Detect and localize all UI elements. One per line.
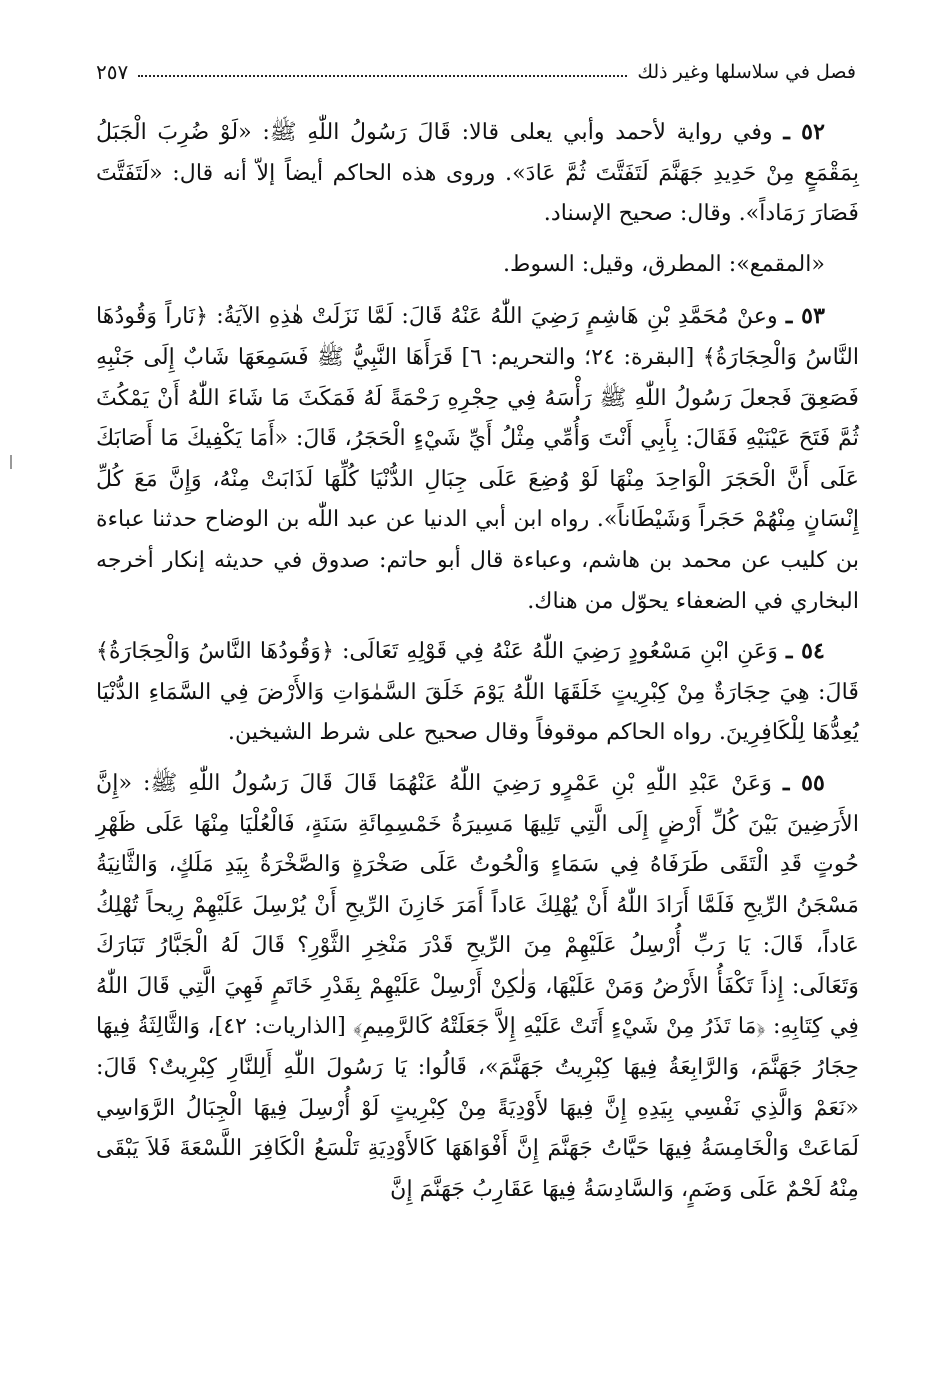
hadith-text: وَعَنْ عَبْدِ اللّٰهِ بْنِ عَمْرٍو رَضِيَ اللّٰهُ عَنْهُمَا قَالَ قَالَ رَسُولُ اللّٰهِ ﷺ: «إِنَّ الأَرَضِينَ بَيْنَ كُلِّ أَرْضٍ إِلَى الَّتِي تَلِيهَا مَسِيرَةُ خَمْسِمِائَةِ سَنَةٍ، فَالْعُلْيَا مِنْهَا عَلَى ظَهْرِ حُوتٍ قَدِ الْتَقَى طَرَفَاهُ فِي سَمَاءٍ وَالْحُوتُ عَلَى صَخْرَةٍ وَالصَّخْرَةُ بِيَدِ مَلَكٍ، وَالثَّانِيَةُ مَسْجَنُ الرِّيحِ فَلَمَّا أَرَادَ اللّٰهُ أَنْ يُهْلِكَ عَاداً أَمَرَ خَازِنَ الرِّيحِ أَنْ يُرْسِلَ عَلَيْهِمْ رِيحاً تُهْلِكُ عَاداً، قَالَ: يَا رَبِّ أُرْسِلُ عَلَيْهِمْ مِنَ الرِّيحِ قَدْرَ مَنْخِرِ الثَّوْرِ؟ قَالَ لَهُ الْجَبَّارُ تَبَارَكَ وَتَعَالَى: إِذاً تَكْفَأُ الأَرْضُ وَمَنْ عَلَيْهَا، وَلٰكِنْ أَرْسِلْ عَلَيْهِمْ بِقَدْرِ خَاتَمٍ فَهِيَ الَّتِي قَالَ اللّٰهُ فِي كِتَابِهِ: ﴿مَا تَذَرُ مِنْ شَيْءٍ أَتَتْ عَلَيْهِ إِلاَّ جَعَلَتْهُ كَالرَّمِيمِ﴾ [الذاريات: ٤٢]، وَالثَّالِثَةُ فِيهَا حِجَارُ جَهَنَّمَ، وَالرَّابِعَةُ فِيهَا كِبْرِيتُ جَهَنَّمَ»، قَالُوا: يَا رَسُولَ اللّٰهِ أَلِلنَّارِ كِبْرِيتٌ؟ قَالَ: «نَعَمْ وَالَّذِي نَفْسِي بِيَدِهِ إِنَّ فِيهَا لأَوْدِيَةً مِنْ كِبْرِيتٍ لَوْ أُرْسِلَ فِيهَا الْجِبَالُ الرَّوَاسِي لَمَاعَتْ وَالْخَامِسَةُ فِيهَا حَيَّاتُ جَهَنَّمَ إِنَّ أَفْوَاهَهَا كَالأَوْدِيَةِ تَلْسَعُ الْكَافِرَ اللَّسْعَةَ فَلاَ يَبْقَى مِنْهُ لَحْمٌ عَلَى وَضَمٍ، وَالسَّادِسَةُ فِيهَا عَقَارِبُ جَهَنَّمَ إِنَّ — [96, 769, 859, 1202]
hadith-number: ٥٢ ـ — [783, 119, 826, 145]
running-header — [96, 52, 856, 92]
scan-edge-mark — [10, 455, 12, 469]
hadith-number: ٥٤ ـ — [785, 638, 825, 665]
hadith-paragraph-52 — [96, 112, 859, 234]
hadith-text: وَعَنِ ابْنِ مَسْعُودٍ رَضِيَ اللّٰهُ عَنْهُ فِي قَوْلِهِ تَعَالَى: ﴿وَقُودُهَا النَّاسُ وَالْحِجَارَةُ﴾ قَالَ: هِيَ حِجَارَةٌ مِنْ كِبْرِيتٍ خَلَقَهَا اللّٰهُ يَوْمَ خَلَقَ السَّمٰوَاتِ وَالأَرْضَ فِي السَّمَاءِ الدُّنْيَا يُعِدُّهَا لِلْكَافِرِينَ. رواه الحاكم موقوفاً وقال صحيح على شرط الشيخين. — [96, 638, 859, 746]
hadith-paragraph-53 — [96, 296, 859, 621]
hadith-text: وعنْ مُحَمَّدِ بْنِ هَاشِمٍ رَضِيَ اللّٰهُ عَنْهُ قَالَ: لَمَّا نَزَلَتْ هٰذِهِ الآيَةُ: ﴿نَاراً وَقُودُهَا النَّاسُ وَالْحِجَارَةُ﴾ [البقرة: ٢٤؛ والتحريم: ٦] قَرَأَهَا النَّبِيُّ ﷺ فَسَمِعَهَا شَابٌ إِلَى جَنْبِهِ فَصَعِقَ فَجعلَ رَسُولُ اللّٰهِ ﷺ رَأْسَهُ فِي حِجْرِهِ رَحْمَةً لَهُ فَمَكَثَ مَا شَاءَ اللّٰهُ أَنْ يَمْكُثَ ثُمَّ فَتَحَ عَيْنَيْهِ فَقَالَ: بِأَبِي أَنْتَ وَأُمِّي مِثْلُ أَيِّ شَيْءٍ الْحَجَرُ، قَالَ: «أَمَا يَكْفِيكَ مَا أَصَابَكَ عَلَى أَنَّ الْحَجَرَ الْوَاحِدَ مِنْهَا لَوْ وُضِعَ عَلَى جِبَالِ الدُّنْيَا كُلِّهَا لَذَابَتْ مِنْهُ، وَإِنَّ مَعَ كُلِّ إِنْسَانٍ مِنْهُمْ حَجَراً وَشَيْطَاناً». رواه ابن أبي الدنيا عن عبد اللّٰه بن الوضاح حدثنا عباءة بن كليب عن محمد بن هاشم، وعباءة قال أبو حاتم: صدوق في حديثه إنكار أخرجه البخاري في الضعفاء يحوّل من هناك. — [96, 303, 859, 614]
hadith-number: ٥٥ ـ — [782, 769, 825, 796]
page-number: ٢٥٧ — [96, 60, 129, 84]
chapter-title: فصل في سلاسلها وغير ذلك — [637, 61, 856, 83]
gloss-text: «المقمع»: المطرق، وقيل: السوط. — [502, 250, 825, 277]
page-body — [96, 112, 859, 1219]
hadith-number: ٥٣ ـ — [785, 303, 825, 330]
hadith-paragraph-55 — [96, 763, 859, 1210]
header-leader-dots — [138, 75, 627, 77]
hadith-paragraph-54 — [96, 631, 859, 753]
hadith-text: وفي رواية لأحمد وأبي يعلى قالا: قَالَ رَسُولُ اللّٰهِ ﷺ: «لَوْ ضُرِبَ الْجَبَلُ بِمَقْمَعٍ مِنْ حَدِيدِ جَهَنَّمَ لَتَفَتَّتَ ثُمَّ عَادَ». وروى هذه الحاكم أيضاً إلاّ أنه قال: «لَتَفَتَّتَ فَصَارَ رَمَاداً». وقال: صحيح الإسناد. — [96, 119, 859, 227]
gloss-paragraph — [96, 244, 859, 285]
